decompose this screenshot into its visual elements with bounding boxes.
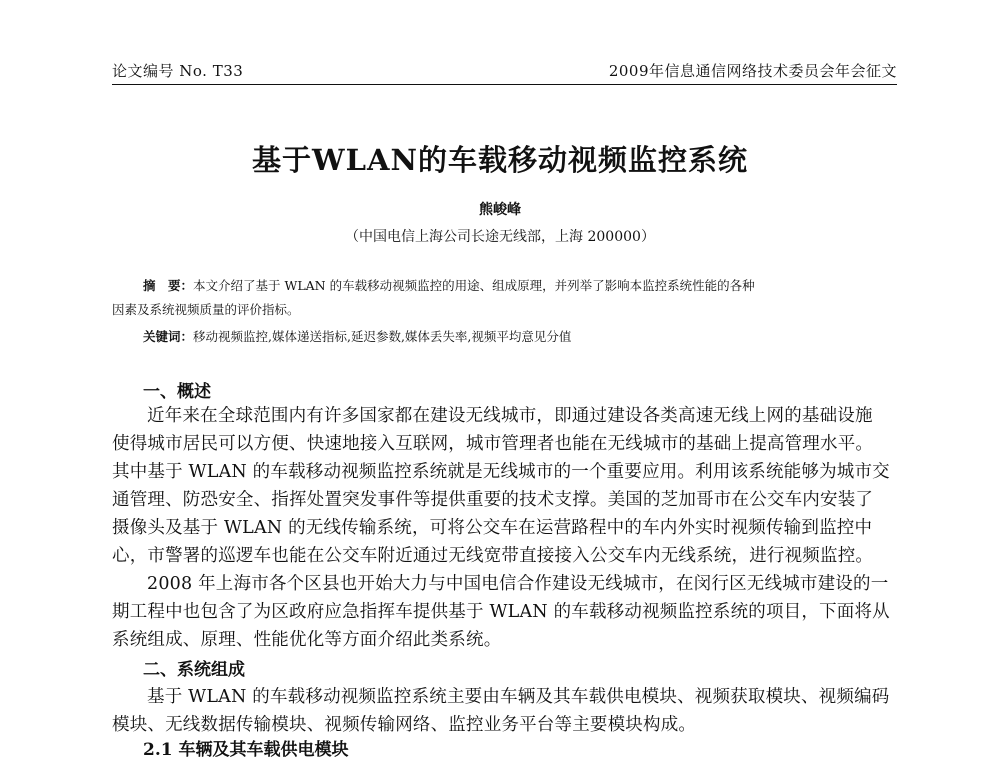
paragraph-line: 近年来在全球范围内有许多国家都在建设无线城市，即通过建设各类高速无线上网的基础设施 — [147, 406, 873, 426]
section-1-heading: 一、概述 — [143, 382, 211, 402]
paragraph-line: 摄像头及基于 WLAN 的无线传输系统，可将公交车在运营路程中的车内外实时视频传输到监控中 — [112, 518, 873, 538]
conference-name: 2009年信息通信网络技术委员会年会征文 — [608, 62, 897, 80]
paper-number: 论文编号 No. T33 — [112, 62, 244, 80]
paragraph-line: 期工程中也包含了为区政府应急指挥车提供基于 WLAN 的车载移动视频监控系统的项目，下面将从 — [112, 602, 890, 622]
paragraph-line: 其中基于 WLAN 的车载移动视频监控系统就是无线城市的一个重要应用。利用该系统能够为城市交 — [112, 462, 890, 482]
paper-title: 基于WLAN的车载移动视频监控系统 — [252, 143, 748, 177]
abstract-line-1 — [143, 276, 755, 294]
author-affiliation: （中国电信上海公司长途无线部，上海 200000） — [345, 229, 655, 245]
paragraph-line: 2008 年上海市各个区县也开始大力与中国电信合作建设无线城市，在闵行区无线城市建设的一 — [147, 574, 889, 594]
paragraph-line: 心，市警署的巡逻车也能在公交车附近通过无线宽带直接接入公交车内无线系统，进行视频监控。 — [112, 546, 874, 566]
abstract-text-1: 本文介绍了基于 WLAN 的车载移动视频监控的用途、组成原理，并列举了影响本监控系统性能的各种 — [193, 278, 755, 293]
header-rule — [112, 84, 897, 85]
keywords-label: 关键词： — [143, 329, 194, 344]
abstract-line-2: 因素及系统视频质量的评价指标。 — [112, 302, 300, 317]
paragraph-line: 模块、无线数据传输模块、视频传输网络、监控业务平台等主要模块构成。 — [112, 715, 697, 735]
paragraph-line: 通管理、防恐安全、指挥处置突发事件等提供重要的技术支撑。美国的芝加哥市在公交车内安装了 — [112, 490, 874, 510]
paragraph-line: 系统组成、原理、性能优化等方面介绍此类系统。 — [112, 630, 502, 650]
keywords-line — [143, 327, 571, 345]
paragraph-line: 基于 WLAN 的车载移动视频监控系统主要由车辆及其车载供电模块、视频获取模块、视频编码 — [147, 687, 890, 707]
author-name: 熊峻峰 — [479, 202, 521, 218]
subsection-heading: 2.1 车辆及其车载供电模块 — [143, 740, 349, 760]
abstract-label: 摘 要： — [143, 278, 194, 293]
keywords-text: 移动视频监控,媒体递送指标,延迟参数,媒体丢失率,视频平均意见分值 — [193, 329, 572, 344]
section-2-heading: 二、系统组成 — [143, 660, 245, 680]
paragraph-line: 使得城市居民可以方便、快速地接入互联网，城市管理者也能在无线城市的基础上提高管理水平。 — [112, 434, 874, 454]
